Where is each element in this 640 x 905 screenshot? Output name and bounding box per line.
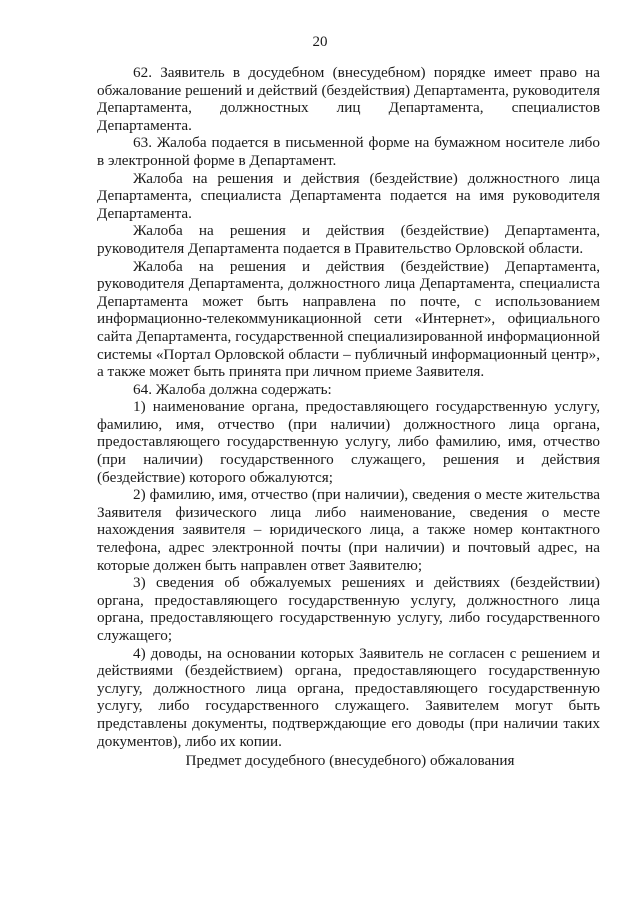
paragraph-complaint-channels: Жалоба на решения и действия (бездействие) Департамента, руководителя Департамента, должностного лица Департамента, специалиста Департамента может быть направлена по почте, с использованием информационно-телекоммуникационной сети «Интернет», официального сайта Департамента, государственной специализированной информационной системы «Портал Орловской области – публичный информационный центр», а также может быть принята при личном приеме Заявителя. — [97, 257, 600, 381]
paragraph-64: 64. Жалоба должна содержать: — [133, 380, 332, 398]
list-item-2: 2) фамилию, имя, отчество (при наличии), сведения о месте жительства Заявителя физического лица либо наименование, сведения о месте нахождения заявителя – юридического лица, а также номер контактного телефона, адрес электронной почты (при наличии) и почтовый адрес, на которые должен быть направлен ответ Заявителю; — [97, 486, 600, 574]
paragraph-62: 62. Заявитель в досудебном (внесудебном) порядке имеет право на обжалование решений и действий (бездействия) Департамента, руководителя Департамента, должностных лиц Департамента, специалистов Департамента. — [97, 64, 600, 134]
list-item-3: 3) сведения об обжалуемых решениях и действиях (бездействии) органа, предоставляющего государственную услугу, должностного лица органа, предоставляющего государственную услугу, либо государственного служащего; — [97, 574, 600, 644]
paragraph-63: 63. Жалоба подается в письменной форме на бумажном носителе либо в электронной форме в Департамент. — [97, 134, 600, 169]
list-item-4: 4) доводы, на основании которых Заявитель не согласен с решением и действиями (бездействием) органа, предоставляющего государственную услугу, должностного лица органа, предоставляющего государственную услугу, либо государственного служащего. Заявителем могут быть представлены документы, подтверждающие его доводы (при наличии таких документов), либо их копии. — [97, 644, 600, 750]
paragraph-complaint-department: Жалоба на решения и действия (бездействие) Департамента, руководителя Департамента подается в Правительство Орловской области. — [97, 222, 600, 257]
list-item-1: 1) наименование органа, предоставляющего государственную услугу, фамилию, имя, отчество (при наличии) должностного лица органа, предоставляющего государственную услугу, либо фамилию, имя, отчество (при наличии) государственного служащего, решения и действия (бездействие) которого обжалуются; — [97, 398, 600, 486]
paragraph-complaint-official: Жалоба на решения и действия (бездействие) должностного лица Департамента, специалиста Департамента подается на имя руководителя Департамента. — [97, 169, 600, 222]
page-number: 20 — [312, 34, 328, 50]
body-text — [97, 64, 600, 750]
section-heading: Предмет досудебного (внесудебного) обжалования — [185, 752, 515, 769]
